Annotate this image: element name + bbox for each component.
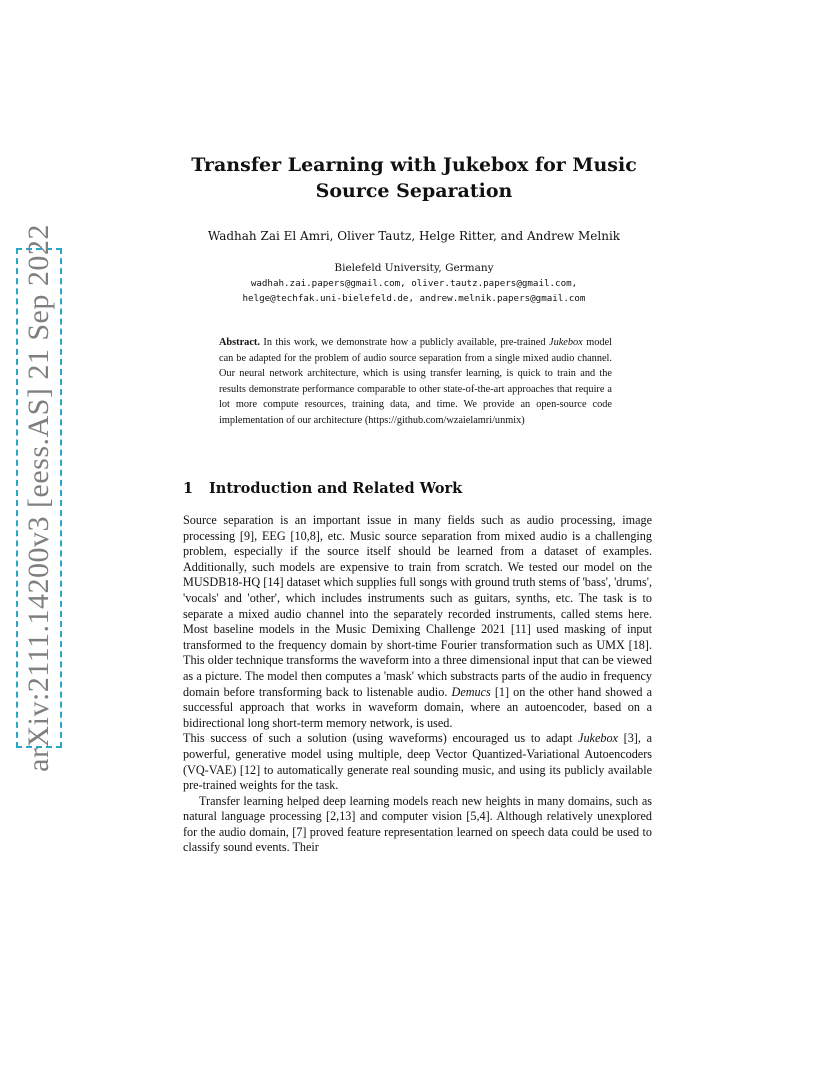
- paragraph-2-text-a: This success of such a solution (using waveforms) encouraged us to adapt: [183, 731, 579, 746]
- paper-title: [140, 152, 688, 204]
- paragraph-2-emphasis: Jukebox: [578, 731, 618, 746]
- paragraph-3: Transfer learning helped deep learning models reach new heights in many domains, such as natural language processing [2,13] and computer vision [5,4]. Although relatively unexplored for the audio domain, [7] proved feature representation learned on speech data could be used to classify sound events. Their: [183, 793, 652, 855]
- author-list: Wadhah Zai El Amri, Oliver Tautz, Helge Ritter, and Andrew Melnik: [207, 229, 621, 243]
- paragraph-2-text-b: [3], a powerful, generative model using multiple, deep Vector Quantized-Variational Autoencoders (VQ-VAE) [12] to automatically generate real sounding music, and using its publicly available pre-trained weights for the task.: [183, 731, 652, 793]
- section-number: 1: [183, 480, 194, 497]
- paragraph-1-emphasis: Demucs: [451, 684, 491, 699]
- abstract-text-b: model can be adapted for the problem of audio source separation from a single mixed audio channel. Our neural network architecture, which is using transfer learning, is quick to train and the results demonstrate performance comparable to other state-of-the-art approaches that require a lot more compute resources, training data, and time. We provide an open-source code implementation of our architecture (https://github.com/wzaielamri/unmix): [219, 337, 612, 426]
- abstract-emphasis: Jukebox: [549, 337, 583, 348]
- title-line-2: Source Separation: [315, 180, 513, 202]
- section-title: Introduction and Related Work: [209, 480, 463, 497]
- section-heading: [183, 480, 462, 497]
- abstract-text-a: In this work, we demonstrate how a publicly available, pre-trained: [259, 337, 550, 348]
- abstract: [219, 335, 612, 429]
- affiliation: Bielefeld University, Germany: [334, 262, 494, 274]
- paragraph-1-text-a: Source separation is an important issue in many fields such as audio processing, image processing [9], EEG [10,8], etc. Music source separation from mixed audio is a challenging problem, especially if the source itself should be learned from a dataset of examples. Additionally, such models are expensive to train from scratch. We tested our model on the MUSDB18-HQ [14] dataset which supplies full songs with ground truth stems of 'bass', 'drums', 'vocals' and 'other', which includes instruments such as guitars, synths, etc. The task is to separate a mixed audio channel into the separately recorded instruments, called stems here. Most baseline models in the Music Demixing Challenge 2021 [11] used masking of input transformed to the frequency domain by short-time Fourier transformation such as UMX [18]. This older technique transforms the waveform into a three dimensional input that can be viewed as a picture. The model then computes a 'mask' which substracts parts of the audio in frequency domain before transforming back to listenable audio.: [183, 513, 652, 699]
- paragraph-2: [183, 731, 652, 793]
- emails-line-1: wadhah.zai.papers@gmail.com, oliver.tautz.papers@gmail.com,: [250, 278, 578, 289]
- section-body: [183, 513, 652, 856]
- arxiv-identifier: arXiv:2111.14200v3 [eess.AS] 21 Sep 2022: [22, 224, 56, 772]
- paragraph-1-text-b: [1] on the other hand showed a successful approach that works in waveform domain, where an autoencoder, based on a bidirectional long short-term memory network, is used.: [183, 684, 652, 730]
- abstract-label: Abstract.: [219, 337, 260, 348]
- title-line-1: Transfer Learning with Jukebox for Music: [191, 154, 637, 176]
- emails-line-2: helge@techfak.uni-bielefeld.de, andrew.melnik.papers@gmail.com: [242, 293, 586, 304]
- author-emails: [140, 276, 688, 306]
- arxiv-stamp: [16, 224, 62, 772]
- paragraph-1: [183, 513, 652, 731]
